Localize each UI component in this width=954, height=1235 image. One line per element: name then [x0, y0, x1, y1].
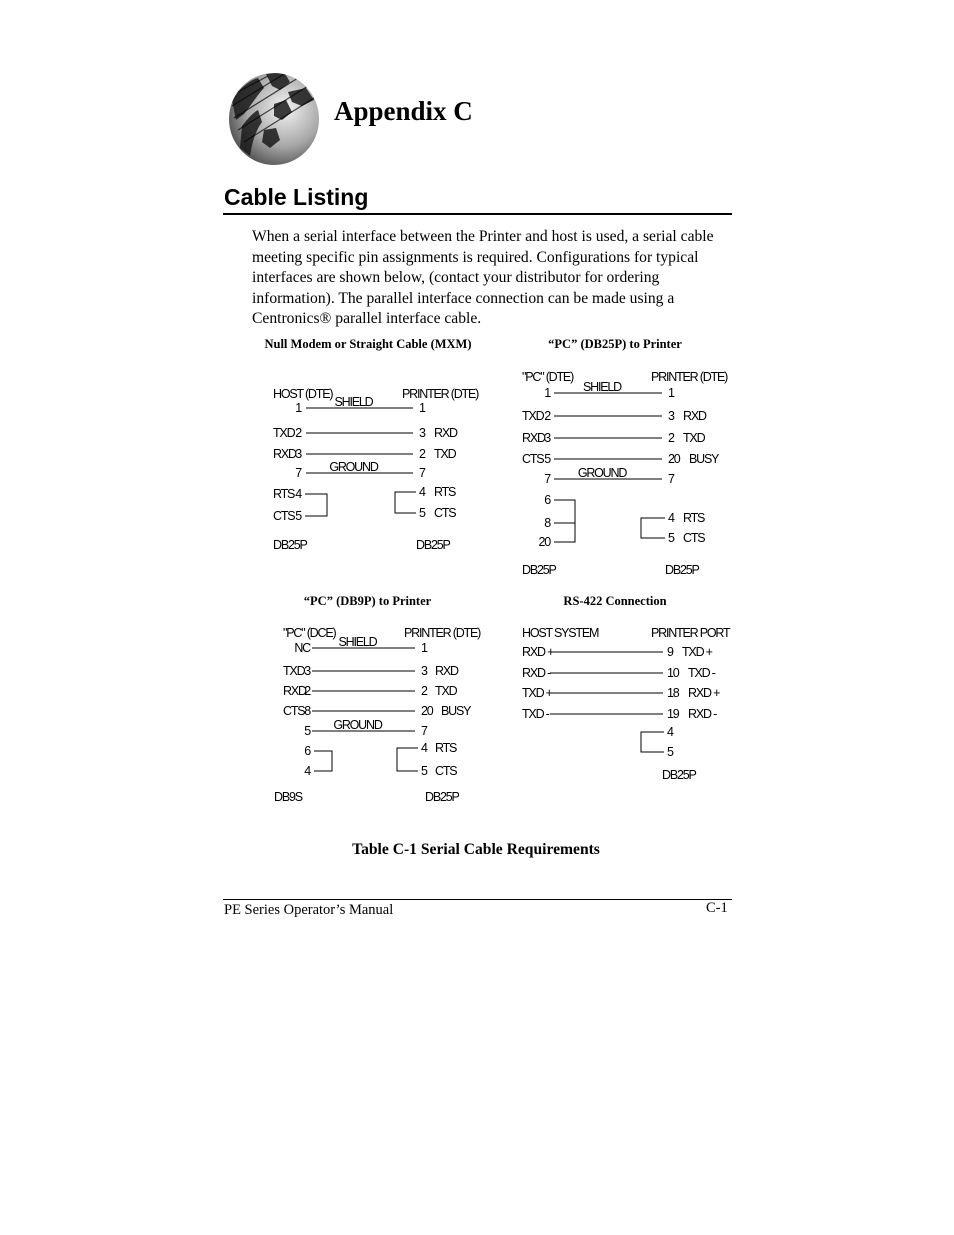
- diagram-caption-rs422: RS-422 Connection: [563, 594, 667, 608]
- right-pin-number: 10: [667, 666, 679, 680]
- left-signal-name: TXD: [283, 664, 305, 678]
- left-loopback-wire: [314, 751, 332, 771]
- left-pin-number: 2: [544, 409, 550, 423]
- right-loopback-wire: [641, 732, 664, 752]
- right-signal-name: RXD +: [688, 686, 720, 700]
- diagram-right-header: PRINTER (DTE): [402, 387, 479, 401]
- right-signal-name: RXD -: [688, 707, 717, 721]
- left-signal-name: RXD: [522, 431, 545, 445]
- right-pin-number: 2: [668, 431, 674, 445]
- right-loopback-wire: [395, 492, 416, 513]
- right-signal-name: RXD: [435, 664, 458, 678]
- wire-label: SHIELD: [583, 380, 621, 394]
- left-signal-name: TXD: [522, 409, 544, 423]
- left-pin-number: 5: [544, 452, 550, 466]
- right-signal-name: RXD: [434, 426, 457, 440]
- right-pin-number: 20: [668, 452, 680, 466]
- right-pin-number: 3: [419, 426, 425, 440]
- right-pin-number: 7: [668, 472, 674, 486]
- left-pin-number: 1: [544, 386, 550, 400]
- right-signal-name: TXD: [683, 431, 705, 445]
- wire-label: SHIELD: [338, 635, 377, 649]
- left-pin-number: 7: [544, 472, 550, 486]
- right-loop-pin: 5: [419, 506, 425, 520]
- left-connector-type: DB25P: [273, 538, 307, 552]
- footer-page-number: C-1: [706, 900, 728, 916]
- right-pin-number: 3: [668, 409, 674, 423]
- right-loop-signal: RTS: [435, 741, 457, 755]
- left-signal-name: CTS: [522, 452, 544, 466]
- right-loop-pin: 4: [419, 485, 425, 499]
- wire-label: SHIELD: [334, 395, 373, 409]
- right-loop-signal: RTS: [683, 511, 705, 525]
- right-loop-pin: 5: [421, 764, 427, 778]
- right-loop-pin: 4: [668, 511, 674, 525]
- left-loop-pin: 6: [544, 493, 550, 507]
- left-loopback-wire: [554, 500, 575, 542]
- right-connector-type: DB25P: [416, 538, 450, 552]
- footer-manual-title: PE Series Operator’s Manual: [224, 902, 394, 918]
- right-pin-number: 7: [419, 466, 425, 480]
- left-pin-number: 2: [304, 684, 310, 698]
- left-pin-number: 7: [295, 466, 301, 480]
- left-pin-number: 5: [304, 724, 310, 738]
- diagram-right-header: PRINTER (DTE): [651, 370, 728, 384]
- right-pin-number: 9: [667, 645, 673, 659]
- right-connector-type: DB25P: [425, 790, 459, 804]
- left-signal-name: RXD +: [522, 645, 554, 659]
- right-signal-name: TXD: [435, 684, 457, 698]
- right-loop-pin: 4: [421, 741, 427, 755]
- left-loop-pin: 4: [295, 487, 301, 501]
- right-signal-name: BUSY: [689, 452, 719, 466]
- diagram-right-header: PRINTER (DTE): [404, 626, 481, 640]
- right-pin-number: 19: [667, 707, 679, 721]
- right-loop-signal: CTS: [435, 764, 457, 778]
- right-loopback-wire: [641, 518, 665, 538]
- right-loop-pin: 4: [667, 725, 673, 739]
- left-pin-number: 3: [304, 664, 310, 678]
- right-signal-name: TXD: [434, 447, 456, 461]
- left-loop-pin: 5: [295, 509, 301, 523]
- right-pin-number: 3: [421, 664, 427, 678]
- right-loop-signal: CTS: [683, 531, 705, 545]
- intro-paragraph: When a serial interface between the Printer and host is used, a serial cable meeting specific pin assignments is required. Configurations for typical interfaces are shown below, (contact your distributor for ordering information). The parallel interface connection can be made using a Centronics® parallel interface cable.: [252, 228, 714, 327]
- left-pin-number: 8: [304, 704, 310, 718]
- left-signal-name: CTS: [283, 704, 305, 718]
- left-loop-signal: RTS: [273, 487, 295, 501]
- wire-label: GROUND: [577, 466, 627, 480]
- left-signal-name: RXD: [283, 684, 306, 698]
- right-signal-name: TXD -: [688, 666, 715, 680]
- right-pin-number: 20: [421, 704, 433, 718]
- wire-label: GROUND: [333, 718, 382, 732]
- right-loop-pin: 5: [667, 745, 673, 759]
- left-loop-pin: 8: [544, 516, 550, 530]
- left-signal-name: TXD -: [522, 707, 549, 721]
- right-loop-pin: 5: [668, 531, 674, 545]
- right-pin-number: 2: [419, 447, 425, 461]
- left-signal-name: TXD: [273, 426, 295, 440]
- right-pin-number: 1: [419, 401, 425, 415]
- right-signal-name: TXD +: [682, 645, 712, 659]
- table-caption: Table C-1 Serial Cable Requirements: [352, 841, 600, 858]
- left-pin-number: 3: [295, 447, 301, 461]
- diagram-caption-mxm: Null Modem or Straight Cable (MXM): [264, 337, 472, 351]
- right-connector-type: DB25P: [665, 563, 699, 577]
- right-loop-signal: CTS: [434, 506, 456, 520]
- right-pin-number: 18: [667, 686, 679, 700]
- right-pin-number: 7: [421, 724, 427, 738]
- left-pin-number: 1: [295, 401, 301, 415]
- diagram-caption-db25p: “PC” (DB25P) to Printer: [548, 337, 682, 351]
- right-pin-number: 1: [668, 386, 674, 400]
- left-loop-pin: 4: [304, 764, 310, 778]
- left-loopback-wire: [305, 494, 327, 516]
- left-pin-number: 3: [544, 431, 550, 445]
- right-loop-signal: RTS: [434, 485, 456, 499]
- left-signal-name: TXD +: [522, 686, 552, 700]
- left-connector-type: DB25P: [522, 563, 556, 577]
- diagram-left-header: "PC" (DCE): [283, 626, 336, 640]
- diagram-caption-db9p: “PC” (DB9P) to Printer: [303, 594, 432, 608]
- diagram-left-header: "PC" (DTE): [522, 370, 574, 384]
- right-loopback-wire: [397, 748, 418, 771]
- right-connector-type: DB25P: [662, 768, 696, 782]
- left-pin-number: NC: [294, 641, 310, 655]
- diagram-right-header: PRINTER PORT: [651, 626, 730, 640]
- right-pin-number: 2: [421, 684, 427, 698]
- section-heading: Cable Listing: [224, 184, 369, 210]
- footer-rule: [223, 899, 732, 900]
- left-connector-type: DB9S: [274, 790, 302, 804]
- left-loop-signal: CTS: [273, 509, 295, 523]
- right-signal-name: RXD: [683, 409, 706, 423]
- diagram-left-header: HOST (DTE): [273, 387, 333, 401]
- left-loop-pin: 6: [304, 744, 310, 758]
- left-pin-number: 2: [295, 426, 301, 440]
- page-title: Appendix C: [334, 96, 473, 126]
- left-loop-pin: 20: [538, 535, 550, 549]
- left-signal-name: RXD: [273, 447, 296, 461]
- right-signal-name: BUSY: [441, 704, 471, 718]
- diagram-left-header: HOST SYSTEM: [522, 626, 599, 640]
- left-signal-name: RXD -: [522, 666, 551, 680]
- right-pin-number: 1: [421, 641, 427, 655]
- wire-label: GROUND: [329, 460, 378, 474]
